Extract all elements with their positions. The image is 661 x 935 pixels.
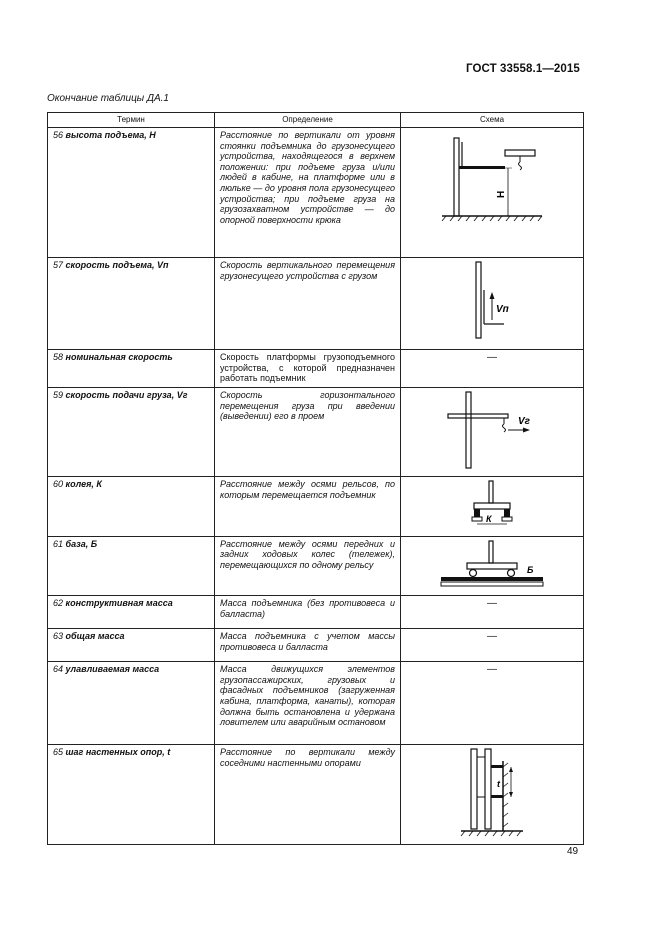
schema-cell (401, 662, 584, 745)
term-number: 60 (53, 479, 64, 489)
table-row (48, 477, 584, 537)
height-label: H (496, 190, 507, 198)
schema-cell (401, 596, 584, 629)
schema-dash: — (487, 598, 497, 610)
schema-cell (401, 629, 584, 662)
gauge-label: К (486, 514, 492, 524)
table-row (48, 128, 584, 258)
table-row (48, 536, 584, 596)
schema-cell (401, 477, 584, 537)
definition-cell: Расстояние между осями рельсов, по которым перемещается подъемник (215, 477, 401, 537)
definition-cell: Скорость вертикального перемещения грузонесущего устройства с грузом (215, 258, 401, 350)
definition-cell: Масса движущихся элементов грузопассажирских, грузовых и фасадных подъемников (загруженная кабина, платформа, канаты), которая должна быть остановлена и удержана ловителем или аварийным остановом (215, 662, 401, 745)
definition-cell: Расстояние по вертикали от уровня стоянки подъемника до грузонесущего устройства, находящегося в верхнем положении: при подъеме груза и/или людей в кабине, на платформе или в люльке — до уровня пола грузонесущего устройства; при подъеме груза на грузозахватном устройстве — до опорной поверхности крюка (215, 128, 401, 258)
wall-tie-pitch-diagram (457, 747, 527, 839)
term-number: 62 (53, 598, 64, 609)
wheelbase-label: Б (527, 564, 534, 575)
table-caption: Окончание таблицы ДА.1 (47, 93, 169, 104)
term-name: колея, К (65, 479, 102, 489)
lift-speed-diagram (462, 260, 522, 342)
definition-cell: Скорость горизонтального перемещения груза при введении (выведении) его в проем (215, 388, 401, 477)
term-name: улавливаемая масса (65, 664, 160, 675)
table-row (48, 258, 584, 350)
table-row (48, 662, 584, 745)
schema-dash: — (487, 631, 497, 643)
schema-cell (401, 536, 584, 596)
schema-cell (401, 745, 584, 845)
term-cell (48, 388, 215, 477)
terms-table (47, 112, 584, 845)
term-number: 56 (53, 130, 64, 140)
term-number: 58 (53, 352, 64, 362)
term-number: 61 (53, 538, 64, 549)
term-name: скорость подъема, Vп (65, 260, 169, 270)
col-header-definition: Определение (215, 113, 401, 128)
schema-cell (401, 388, 584, 477)
feed-speed-diagram (442, 390, 542, 470)
term-name: номинальная скорость (65, 352, 173, 362)
col-header-term: Термин (48, 113, 215, 128)
term-cell (48, 536, 215, 596)
term-number: 59 (53, 390, 64, 400)
schema-dash: — (487, 664, 497, 676)
term-name: база, Б (65, 538, 98, 549)
term-number: 63 (53, 631, 64, 642)
standard-code: ГОСТ 33558.1—2015 (466, 63, 580, 75)
table-header-row (48, 113, 584, 128)
schema-cell (401, 350, 584, 388)
lift-height-diagram (432, 130, 552, 230)
term-cell (48, 477, 215, 537)
definition-cell: Масса подъемника (без противовеса и балласта) (215, 596, 401, 629)
term-name: общая масса (65, 631, 125, 642)
feed-speed-label: Vг (518, 416, 531, 427)
term-cell (48, 662, 215, 745)
speed-label: Vп (496, 304, 509, 315)
table-row (48, 629, 584, 662)
table-row (48, 596, 584, 629)
table-row (48, 388, 584, 477)
definition-cell: Скорость платформы грузоподъемного устройства, с которой предназначен работать подъемник (215, 350, 401, 388)
wheelbase-diagram (437, 539, 547, 591)
term-number: 64 (53, 664, 64, 675)
term-name: скорость подачи груза, Vг (65, 390, 188, 400)
term-cell (48, 258, 215, 350)
term-name: высота подъема, H (65, 130, 156, 140)
schema-cell (401, 128, 584, 258)
term-cell (48, 629, 215, 662)
term-cell (48, 745, 215, 845)
term-name: шаг настенных опор, t (65, 747, 171, 758)
track-gauge-diagram (462, 479, 522, 531)
term-name: конструктивная масса (65, 598, 173, 609)
definition-cell: Масса подъемника с учетом массы противовеса и балласта (215, 629, 401, 662)
col-header-schema: Схема (401, 113, 584, 128)
term-number: 65 (53, 747, 64, 758)
definition-cell: Расстояние между осями передних и задних ходовых колес (тележек), перемещающихся по одному рельсу (215, 536, 401, 596)
term-cell (48, 128, 215, 258)
definition-cell: Расстояние по вертикали между соседними настенными опорами (215, 745, 401, 845)
term-number: 57 (53, 260, 64, 270)
pitch-label: t (497, 779, 500, 790)
table-row (48, 745, 584, 845)
term-cell (48, 596, 215, 629)
schema-dash: — (487, 352, 497, 363)
page-number: 49 (567, 846, 579, 857)
schema-cell (401, 258, 584, 350)
term-cell (48, 350, 215, 388)
table-row (48, 350, 584, 388)
